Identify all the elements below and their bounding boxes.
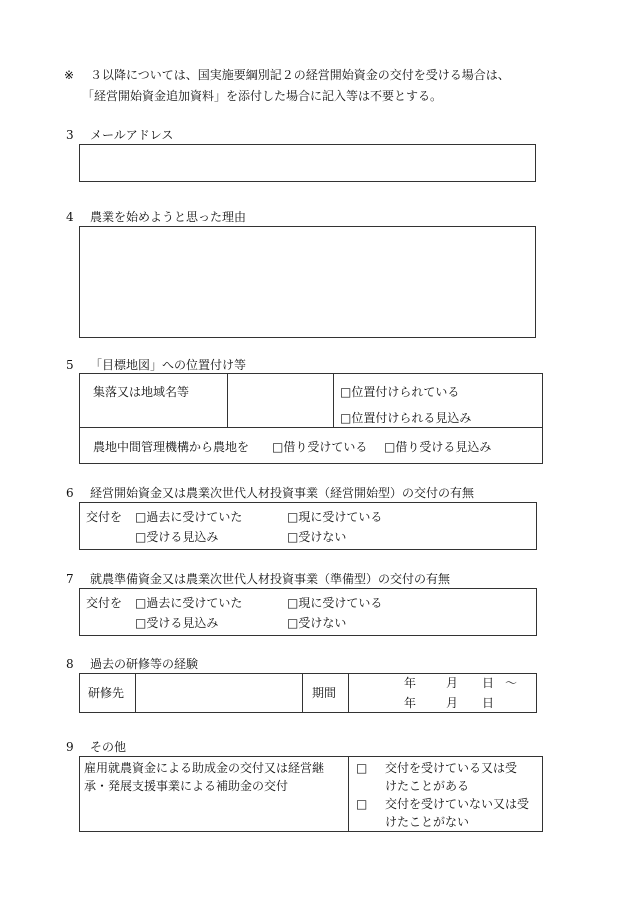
email-field[interactable] [79,144,536,182]
s7-past-checkbox[interactable]: □過去に受けていた [135,596,243,610]
s6-now-checkbox[interactable]: □現に受けている [287,510,383,524]
s9-not-received-label-2: けたことがない [385,815,470,829]
section-5-title: 「目標地図」への位置付け等 [90,358,247,372]
leasing-checkbox[interactable]: □借り受けている [272,440,368,454]
s8-col-divider-1 [135,673,136,713]
section-7-title: 就農準備資金又は農業次世代人材投資事業（準備型）の交付の有無 [90,572,451,586]
reason-field[interactable] [79,226,536,338]
section-6-title: 経営開始資金又は農業次世代人材投資事業（経営開始型）の交付の有無 [90,486,475,500]
section-6-label: 交付を [86,510,123,524]
start-year-label[interactable]: 年 [404,676,417,690]
training-place-field[interactable] [137,675,300,711]
section-7-number: 7 [66,572,74,586]
area-name-label: 集落又は地域名等 [93,385,190,399]
s9-desc-line-2: 承・発展支援事業による補助金の交付 [84,779,289,793]
s7-expect-checkbox[interactable]: □受ける見込み [135,616,219,630]
note-line-1: ３以降については、国実施要綱別記２の経営開始資金の交付を受ける場合は、 [90,68,510,82]
start-day-label[interactable]: 日 [482,676,495,690]
section-8-title: 過去の研修等の経験 [90,657,199,671]
end-month-label[interactable]: 月 [446,696,459,710]
period-label: 期間 [312,686,337,700]
section-6-number: 6 [66,486,74,500]
end-day-label[interactable]: 日 [482,696,495,710]
section-3-number: 3 [66,128,74,142]
leasing-expected-checkbox[interactable]: □借り受ける見込み [384,440,492,454]
section-4-title: 農業を始めようと思った理由 [90,210,247,224]
s6-none-checkbox[interactable]: □受けない [287,530,347,544]
positioning-expected-checkbox[interactable]: □位置付けられる見込み [340,411,472,425]
section-5-row-divider [79,427,543,428]
s9-desc-line-1: 雇用就農資金による助成金の交付又は経営継 [84,761,325,775]
s9-not-received-checkbox[interactable]: □ [356,797,368,811]
section-5-number: 5 [66,358,74,372]
note-line-2: 「経営開始資金追加資料」を添付した場合に記入等は不要とする。 [82,89,443,103]
section-5-col-divider-1 [227,373,228,427]
s6-past-checkbox[interactable]: □過去に受けていた [135,510,243,524]
s9-received-checkbox[interactable]: □ [356,761,368,775]
s9-received-label-1: 交付を受けている又は受 [385,761,518,775]
training-place-label: 研修先 [88,686,125,700]
section-9-title: その他 [90,740,127,754]
section-5-col-divider-2 [333,373,334,427]
section-7-label: 交付を [86,596,123,610]
s8-col-divider-3 [348,673,349,713]
s9-not-received-label-1: 交付を受けていない又は受 [385,797,530,811]
end-year-label[interactable]: 年 [404,696,417,710]
s9-received-label-2: けたことがある [385,779,470,793]
s9-col-divider [348,756,349,832]
period-tilde: ～ [505,676,518,690]
area-name-field[interactable] [229,375,331,425]
s7-none-checkbox[interactable]: □受けない [287,616,347,630]
section-9-number: 9 [66,740,74,754]
start-month-label[interactable]: 月 [446,676,459,690]
note-mark: ※ [64,68,75,82]
s6-expect-checkbox[interactable]: □受ける見込み [135,530,219,544]
positioned-checkbox[interactable]: □位置付けられている [340,385,460,399]
section-8-number: 8 [66,657,74,671]
section-4-number: 4 [66,210,74,224]
s7-now-checkbox[interactable]: □現に受けている [287,596,383,610]
section-3-title: メールアドレス [90,128,174,142]
s8-col-divider-2 [302,673,303,713]
farmland-label: 農地中間管理機構から農地を [93,440,250,454]
